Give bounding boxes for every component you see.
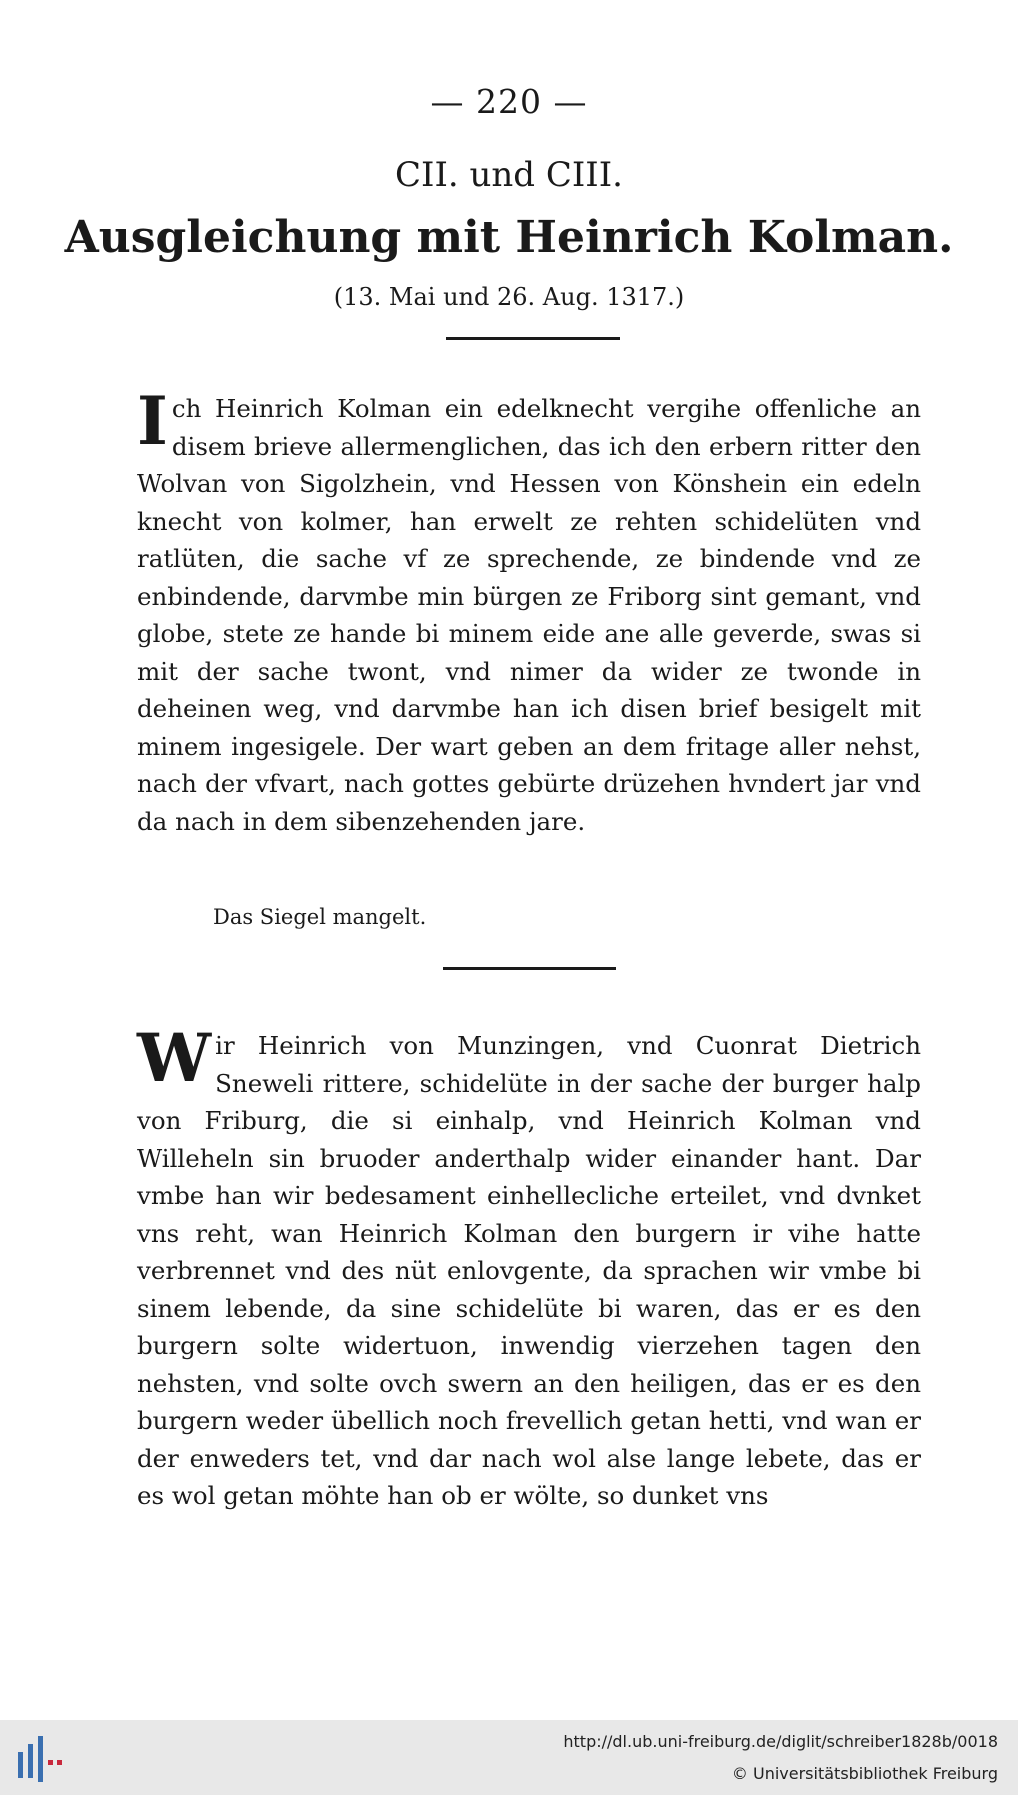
ub-freiburg-logo-icon[interactable] [14, 1734, 66, 1784]
footer-bar [0, 1720, 1018, 1795]
document-1-body: ch Heinrich Kolman ein edelknecht vergihe offenliche an disem brieve allermenglichen, das ich den erbern ritter den Wolvan von Sigolzhein, vnd Hessen von Könshein ein edeln knecht von kolmer, han erwelt ze rehten schidelüten vnd ratlüten, die sache vf ze sprechende, ze bindende vnd ze enbindende, darvmbe min bürgen ze Friborg sint gemant, vnd globe, stete ze hande bi minem eide ane alle geverde, swas si mit der sache twont, vnd nimer da wider ze twonde in deheinen weg, vnd darvmbe han ich disen brief besigelt mit minem ingesigele. Der wart geben an dem fritage aller nehst, nach der vfvart, nach gottes gebürte drüzehen hvndert jar vnd da nach in dem sibenzehenden jare. [137, 394, 921, 836]
dropcap: W [137, 1019, 212, 1097]
document-2-body: ir Heinrich von Munzingen, vnd Cuonrat Dietrich Sneweli rittere, schidelüte in der sache der burger halp von Friburg, die si einhalp, vnd Heinrich Kolman vnd Willeheln sin bruoder anderthalp wider einander hant. Dar vmbe han wir bedesament einhellecliche erteilet, vnd dvnket vns reht, wan Heinrich Kolman den burgern ir vihe hatte verbrennet vnd des nüt enlovgente, da sprachen wir vmbe bi sinem lebende, da sine schidelüte bi waren, das er es den burgern solte widertuon, inwendig vierzehen tagen den nehsten, vnd solte ovch swern an den heiligen, das er es den burgern weder übellich noch frevellich getan hetti, vnd wan er der enweders tet, vnd dar nach wol alse lange lebete, das er es wol getan möhte han ob er wölte, so dunket vns [137, 1031, 921, 1510]
document-number: CII. und CIII. [395, 155, 623, 195]
dropcap: I [137, 382, 168, 460]
document-1-text [137, 382, 921, 840]
document-2-text [137, 1019, 921, 1515]
seal-note: Das Siegel mangelt. [213, 905, 427, 929]
document-url-link[interactable]: http://dl.ub.uni-freiburg.de/diglit/schreiber1828b/0018 [563, 1732, 998, 1751]
divider-middle [443, 967, 616, 970]
copyright-text: © Universitätsbibliothek Freiburg [731, 1764, 998, 1783]
divider-top [446, 337, 620, 340]
page-number: — 220 — [430, 82, 588, 121]
document-title: Ausgleichung mit Heinrich Kolman. [64, 212, 954, 263]
document-date: (13. Mai und 26. Aug. 1317.) [333, 283, 685, 311]
